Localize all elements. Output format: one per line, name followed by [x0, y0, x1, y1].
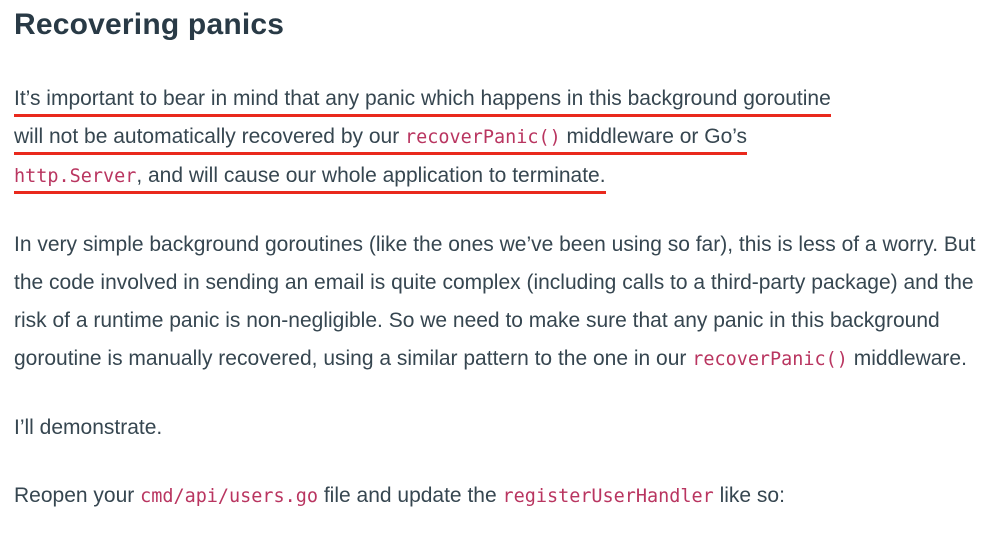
red-underline-annotation — [14, 87, 831, 117]
body-text: file and update the — [318, 483, 503, 507]
inline-code-http-server: http.Server — [14, 165, 137, 187]
body-text: In very simple background goroutines (like the ones we’ve been using so far), this is less of a worry. But the code involved in sending an email is quite complex (including calls to a third-party package) and the risk of a runtime panic is non-negligible. So we need to make sure that any panic in this background goroutine is manually recovered, using a similar pattern to the one in our — [14, 232, 976, 370]
body-text: middleware or Go’s — [560, 124, 748, 148]
body-text: Reopen your — [14, 483, 141, 507]
inline-code-recoverpanic: recoverPanic() — [692, 348, 848, 370]
inline-code-recoverpanic: recoverPanic() — [405, 126, 561, 148]
red-underline-annotation — [14, 164, 606, 194]
paragraph-demonstrate — [14, 409, 989, 447]
annotated-line-1 — [14, 80, 989, 118]
body-text: It’s important to bear in mind that any panic which happens in this background goroutine — [14, 86, 831, 110]
body-text: like so: — [713, 483, 785, 507]
annotated-line-3 — [14, 157, 989, 196]
body-text: I’ll demonstrate. — [14, 415, 163, 439]
inline-code-users-file: cmd/api/users.go — [140, 485, 318, 507]
paragraph-panic-warning — [14, 80, 989, 196]
paragraph-reopen-instruction — [14, 477, 989, 516]
annotated-line-2 — [14, 118, 989, 157]
body-text: middleware. — [847, 346, 967, 370]
body-text: , and will cause our whole application to terminate. — [136, 163, 606, 187]
body-text: will not be automatically recovered by our — [14, 124, 406, 148]
inline-code-register-user-handler: registerUserHandler — [502, 485, 714, 507]
red-underline-annotation — [14, 125, 747, 155]
page-title: Recovering panics — [14, 8, 285, 41]
paragraph-complexity-explanation — [14, 226, 989, 379]
